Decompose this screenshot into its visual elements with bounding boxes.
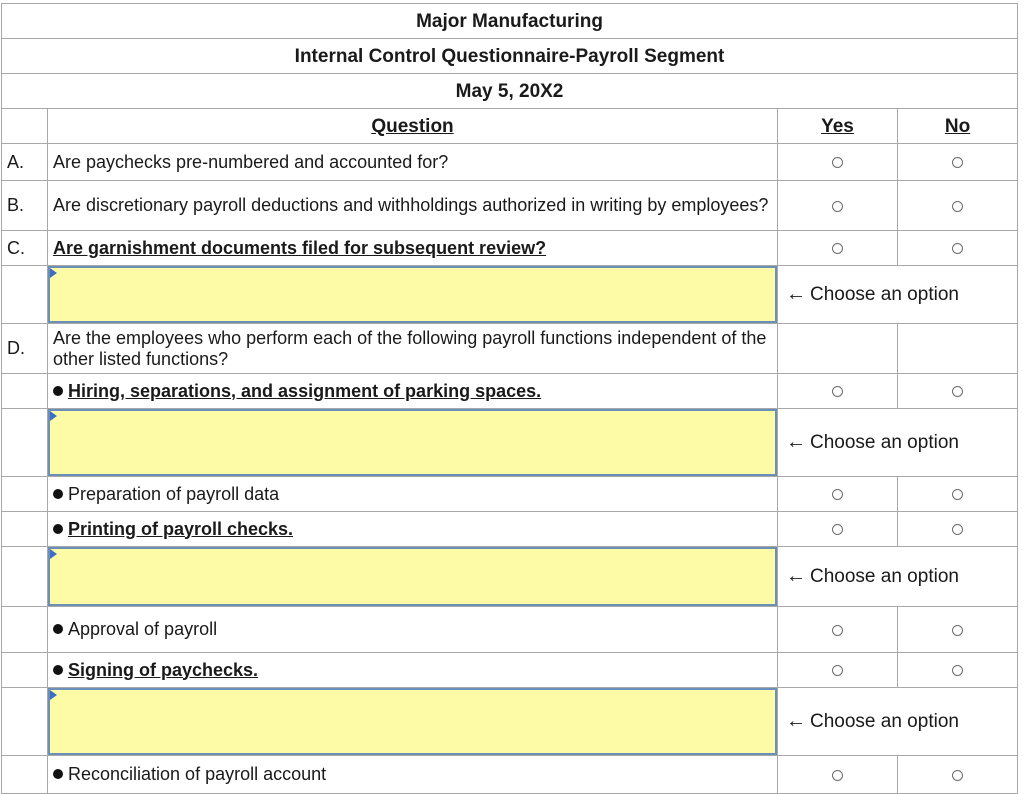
- question-column-header: Question: [48, 109, 778, 144]
- question-letter: D.: [2, 324, 48, 374]
- question-row-a: [2, 144, 1018, 181]
- column-header-row: [2, 109, 1018, 144]
- function-item: [48, 477, 778, 512]
- choose-option-label: Choose an option: [810, 284, 959, 305]
- function-row-printing: [2, 512, 1018, 547]
- question-text: Are discretionary payroll deductions and withholdings authorized in writing by employees?: [48, 181, 778, 231]
- function-row-preparation: [2, 477, 1018, 512]
- questionnaire-date: May 5, 20X2: [2, 74, 1018, 109]
- question-letter: B.: [2, 181, 48, 231]
- function-item: [48, 607, 778, 653]
- choose-option-label: Choose an option: [810, 566, 959, 587]
- yes-radio[interactable]: [832, 524, 843, 535]
- no-radio[interactable]: [952, 157, 963, 168]
- choose-option-hint: [778, 266, 1018, 324]
- answer-row-c: [2, 266, 1018, 324]
- blank-cell: [2, 607, 48, 653]
- blank-cell: [2, 756, 48, 794]
- function-text: Signing of paychecks.: [68, 659, 259, 680]
- yes-cell: [778, 653, 898, 688]
- blank-cell: [2, 512, 48, 547]
- no-radio[interactable]: [952, 386, 963, 397]
- function-item: [48, 653, 778, 688]
- question-row-c: [2, 231, 1018, 266]
- no-radio[interactable]: [952, 665, 963, 676]
- question-text: Are the employees who perform each of the following payroll functions independent of the other listed functions?: [48, 324, 778, 374]
- yes-radio[interactable]: [832, 770, 843, 781]
- no-cell: [898, 607, 1018, 653]
- bullet-icon: [53, 489, 63, 499]
- bullet-icon: [53, 386, 63, 396]
- function-item: [48, 756, 778, 794]
- yes-radio[interactable]: [832, 625, 843, 636]
- question-row-b: [2, 181, 1018, 231]
- no-column-header: No: [898, 109, 1018, 144]
- bullet-icon: [53, 524, 63, 534]
- answer-row-printing: [2, 547, 1018, 607]
- choose-option-label: Choose an option: [810, 711, 959, 732]
- questionnaire-title: Internal Control Questionnaire-Payroll Segment: [2, 39, 1018, 74]
- function-row-signing: [2, 653, 1018, 688]
- no-cell: [898, 653, 1018, 688]
- question-letter: A.: [2, 144, 48, 181]
- marker-icon: [50, 690, 57, 700]
- marker-icon: [50, 411, 57, 421]
- yes-radio[interactable]: [832, 665, 843, 676]
- function-item: [48, 374, 778, 409]
- bullet-icon: [53, 624, 63, 634]
- answer-input[interactable]: [48, 266, 777, 323]
- left-arrow-icon: ←: [786, 710, 806, 732]
- no-cell: [898, 512, 1018, 547]
- yes-radio[interactable]: [832, 157, 843, 168]
- function-item: [48, 512, 778, 547]
- yes-radio[interactable]: [832, 243, 843, 254]
- no-radio[interactable]: [952, 201, 963, 212]
- no-cell: [898, 181, 1018, 231]
- yes-cell: [778, 231, 898, 266]
- answer-input-cell: [48, 409, 778, 477]
- questionnaire-table: [1, 3, 1018, 794]
- company-name: Major Manufacturing: [2, 4, 1018, 39]
- answer-row-hiring: [2, 409, 1018, 477]
- choose-option-hint: [778, 409, 1018, 477]
- no-radio[interactable]: [952, 625, 963, 636]
- yes-cell: [778, 181, 898, 231]
- yes-cell: [778, 144, 898, 181]
- no-cell: [898, 231, 1018, 266]
- left-arrow-icon: ←: [786, 431, 806, 453]
- function-row-hiring: [2, 374, 1018, 409]
- answer-input-cell: [48, 547, 778, 607]
- no-cell: [898, 144, 1018, 181]
- no-cell: [898, 756, 1018, 794]
- function-text: Reconciliation of payroll account: [68, 764, 327, 784]
- title-row: [2, 39, 1018, 74]
- yes-radio[interactable]: [832, 489, 843, 500]
- no-radio[interactable]: [952, 770, 963, 781]
- yes-cell: [778, 607, 898, 653]
- left-arrow-icon: ←: [786, 565, 806, 587]
- blank-header-cell: [2, 109, 48, 144]
- function-text: Printing of payroll checks.: [68, 518, 294, 539]
- no-cell: [898, 374, 1018, 409]
- answer-input-cell: [48, 266, 778, 324]
- date-row: [2, 74, 1018, 109]
- blank-cell: [2, 547, 48, 607]
- answer-input-cell: [48, 688, 778, 756]
- function-text: Approval of payroll: [68, 619, 218, 639]
- yes-cell: [778, 512, 898, 547]
- yes-cell: [778, 374, 898, 409]
- question-row-d: [2, 324, 1018, 374]
- blank-cell: [2, 409, 48, 477]
- blank-cell: [2, 266, 48, 324]
- function-text: Hiring, separations, and assignment of parking spaces.: [68, 380, 542, 401]
- answer-input[interactable]: [48, 547, 777, 606]
- left-arrow-icon: ←: [786, 283, 806, 305]
- function-row-reconciliation: [2, 756, 1018, 794]
- bullet-icon: [53, 665, 63, 675]
- blank-cell: [2, 688, 48, 756]
- blank-cell: [2, 477, 48, 512]
- no-radio[interactable]: [952, 524, 963, 535]
- answer-input[interactable]: [48, 409, 777, 476]
- bullet-icon: [53, 769, 63, 779]
- no-radio[interactable]: [952, 489, 963, 500]
- question-letter: C.: [2, 231, 48, 266]
- question-text: Are paychecks pre-numbered and accounted for?: [48, 144, 778, 181]
- marker-icon: [50, 268, 57, 278]
- choose-option-label: Choose an option: [810, 432, 959, 453]
- no-cell: [898, 324, 1018, 374]
- yes-radio[interactable]: [832, 201, 843, 212]
- blank-cell: [2, 374, 48, 409]
- choose-option-hint: [778, 688, 1018, 756]
- marker-icon: [50, 549, 57, 559]
- question-text: Are garnishment documents filed for subsequent review?: [48, 231, 778, 266]
- function-text: Preparation of payroll data: [68, 483, 280, 504]
- company-row: [2, 4, 1018, 39]
- yes-radio[interactable]: [832, 386, 843, 397]
- no-cell: [898, 477, 1018, 512]
- answer-input[interactable]: [48, 688, 777, 755]
- yes-cell: [778, 477, 898, 512]
- yes-cell: [778, 756, 898, 794]
- blank-cell: [2, 653, 48, 688]
- yes-cell: [778, 324, 898, 374]
- answer-row-signing: [2, 688, 1018, 756]
- function-row-approval: [2, 607, 1018, 653]
- yes-column-header: Yes: [778, 109, 898, 144]
- choose-option-hint: [778, 547, 1018, 607]
- no-radio[interactable]: [952, 243, 963, 254]
